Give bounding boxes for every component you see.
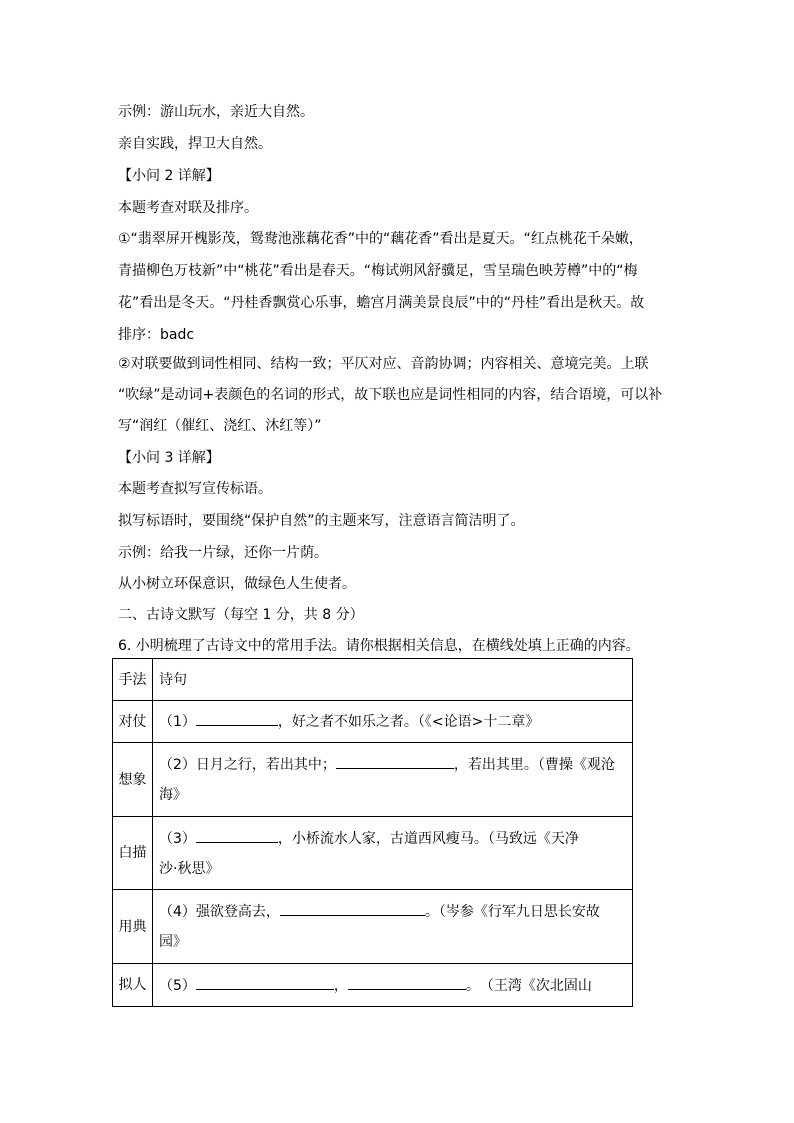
text-line: 拟写标语时，要围绕“保护自然”的主题来写，注意语言简洁明了。 (118, 513, 525, 529)
answer-blank[interactable] (280, 903, 425, 916)
text-line: “吹绿”是动词+表颜色的名词的形式，故下联也应是词性相同的内容，结合语境，可以补 (118, 387, 663, 403)
text-line: 从小树立环保意识，做绿色人生使者。 (118, 576, 356, 592)
method-cell: 对仗 (113, 701, 153, 743)
table-header-row (113, 659, 633, 701)
question-text: 6. 小明梳理了古诗文中的常用手法。请你根据相关信息，在横线处填上正确的内容。 (118, 638, 640, 654)
text-line: 亲自实践，捍卫大自然。 (118, 136, 272, 152)
table-row (113, 817, 633, 890)
section-heading: 【小问 2 详解】 (118, 168, 220, 184)
text-line: ①“翡翠屏开槐影茂，鸳鸯池涨藕花香”中的“藕花香”看出是夏天。“红点桃花千朵嫩， (118, 231, 643, 247)
poem-text: ，好之者不如乐之者。（《<论语>十二章》 (277, 714, 540, 730)
poem-text: 。 （王湾《次北固山 (465, 977, 592, 994)
poem-separator: ， (333, 977, 348, 994)
poem-cell (153, 817, 633, 890)
section-heading: 【小问 3 详解】 (118, 450, 220, 466)
table-row (113, 964, 633, 1007)
poem-text: 。（岑参《行军九日思长安故 (424, 904, 600, 920)
header-method: 手法 (113, 659, 153, 701)
method-cell: 想象 (113, 743, 153, 817)
text-line: ②对联要做到词性相同、结构一致；平仄对应、音韵协调；内容相关、意境完美。上联 (118, 356, 649, 372)
poem-cell (153, 743, 633, 817)
text-line: 示例：给我一片绿，还你一片荫。 (118, 545, 328, 561)
poem-prefix: （3） (159, 830, 196, 847)
answer-blank[interactable] (196, 713, 278, 726)
poem-prefix: （4）强欲登高去， (159, 904, 280, 920)
answer-blank[interactable] (196, 830, 278, 843)
table-row (113, 743, 633, 817)
text-line: 花”看出是冬天。“丹桂香飘赏心乐事，蟾宫月满美景良辰”中的“丹桂”看出是秋天。故 (118, 295, 645, 311)
answer-blank[interactable] (348, 977, 466, 990)
answer-blank[interactable] (196, 977, 334, 990)
text-line: 示例：游山玩水，亲近大自然。 (118, 104, 314, 120)
answer-blank[interactable] (336, 756, 454, 769)
poem-text-continued: 园》 (159, 934, 187, 950)
header-poem: 诗句 (153, 659, 633, 701)
text-line: 排序：badc (118, 327, 195, 343)
poem-cell (153, 890, 633, 964)
poem-prefix: （1） (159, 714, 196, 730)
poem-text-continued: 沙·秋思》 (159, 860, 220, 877)
section-title: 二、古诗文默写（每空 1 分，共 8 分） (118, 607, 364, 623)
text-line: 写“润红（催红、浇红、沐红等）” (118, 418, 322, 434)
text-line: 本题考查拟写宣传标语。 (118, 481, 272, 497)
poem-text: ，若出其里。（曹操《观沧 (453, 757, 615, 773)
poetry-table (112, 658, 633, 1007)
text-line: 本题考查对联及排序。 (118, 200, 258, 216)
poem-cell (153, 701, 633, 743)
table-row (113, 890, 633, 964)
poem-prefix: （2）日月之行，若出其中； (159, 757, 336, 773)
text-line: 青描柳色万枝新”中“桃花”看出是春天。“梅试朔风舒骥足，雪呈瑞色映芳樽”中的“梅 (118, 263, 638, 279)
poem-text-continued: 海》 (159, 787, 187, 803)
poem-cell (153, 964, 633, 1007)
table-row (113, 701, 633, 743)
method-cell: 白描 (113, 817, 153, 890)
method-cell: 用典 (113, 890, 153, 964)
poem-prefix: （5） (159, 977, 196, 994)
poem-text: ，小桥流水人家，古道西风瘦马。（马致远《天净 (277, 830, 579, 847)
method-cell: 拟人 (113, 964, 153, 1007)
